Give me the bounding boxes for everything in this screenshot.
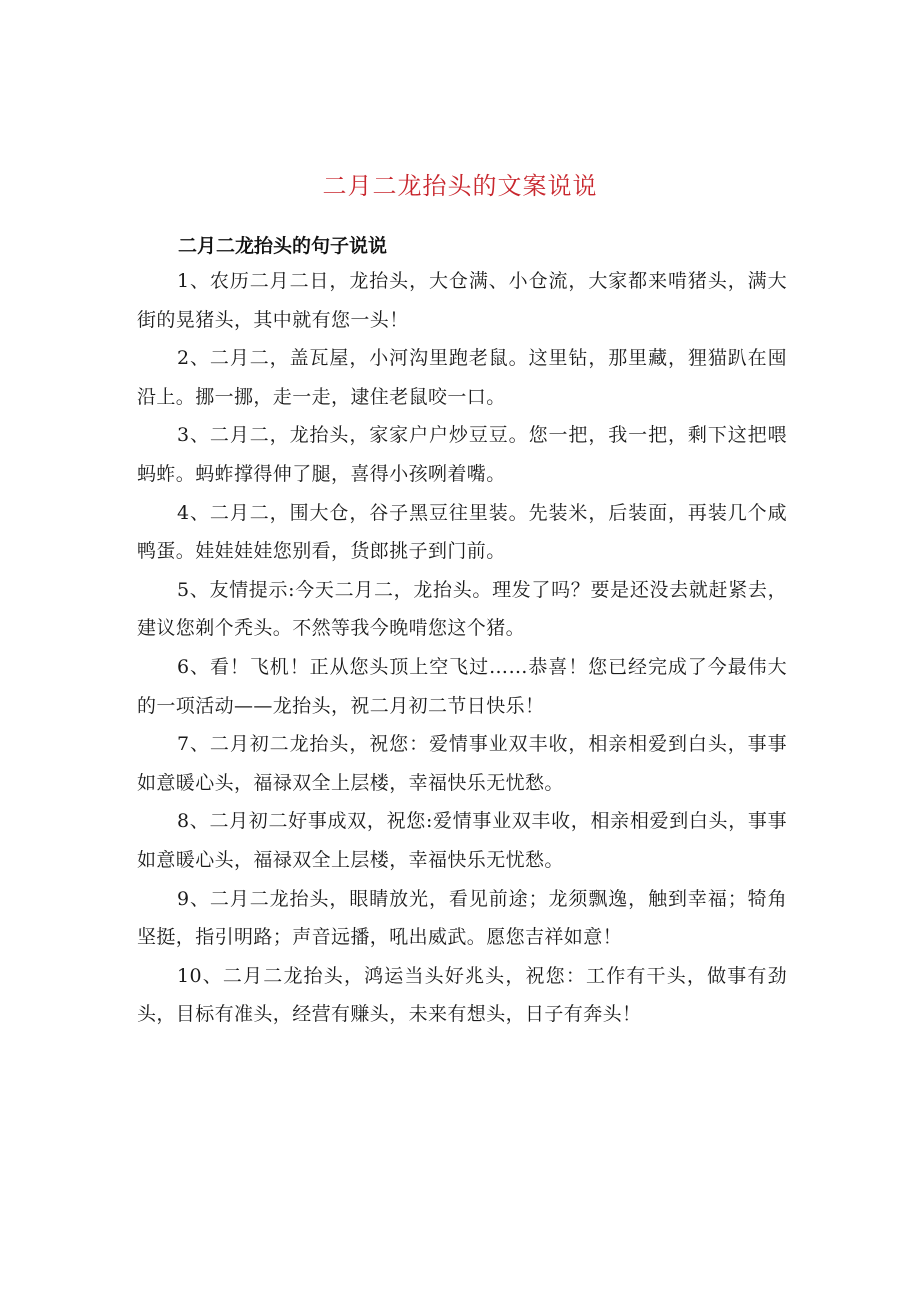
paragraph-3: 3、二月二，龙抬头，家家户户炒豆豆。您一把，我一把，剩下这把喂蚂蚱。蚂蚱撑得伸了腿，喜得小孩咧着嘴。 [137,424,787,485]
paragraph-8: 8、二月初二好事成双，祝您:爱情事业双丰收，相亲相爱到白头，事事如意暖心头，福禄双全上层楼，幸福快乐无忧愁。 [137,810,787,871]
paragraph-6: 6、看！飞机！正从您头顶上空飞过……恭喜！您已经完成了今最伟大的一项活动——龙抬头，祝二月初二节日快乐！ [137,655,787,717]
document-title: 二月二龙抬头的文案说说 [322,172,598,200]
paragraph-2: 2、二月二，盖瓦屋，小河沟里跑老鼠。这里钻，那里藏，狸猫趴在囤沿上。挪一挪，走一走，逮住老鼠咬一口。 [137,347,787,408]
paragraph-9: 9、二月二龙抬头，眼睛放光，看见前途；龙须飘逸，触到幸福；犄角坚挺，指引明路；声音远播，吼出威武。愿您吉祥如意！ [137,887,787,949]
paragraph-10: 10、二月二龙抬头，鸿运当头好兆头，祝您：工作有干头，做事有劲头，目标有准头，经营有赚头，未来有想头，日子有奔头！ [137,964,787,1026]
section-heading: 二月二龙抬头的句子说说 [178,235,388,257]
paragraph-4: 4、二月二，围大仓，谷子黑豆往里装。先装米，后装面，再装几个咸鸭蛋。娃娃娃娃您别看，货郎挑子到门前。 [137,501,787,563]
paragraph-5: 5、友情提示:今天二月二，龙抬头。理发了吗？要是还没去就赶紧去，建议您剃个秃头。不然等我今晚啃您这个猪。 [137,578,787,640]
paragraph-7: 7、二月初二龙抬头，祝您：爱情事业双丰收，相亲相爱到白头，事事如意暖心头，福禄双全上层楼，幸福快乐无忧愁。 [137,733,787,794]
document-body [137,262,787,1034]
paragraph-1: 1、农历二月二日，龙抬头，大仓满、小仓流，大家都来啃猪头，满大街的晃猪头，其中就有您一头！ [137,270,787,331]
